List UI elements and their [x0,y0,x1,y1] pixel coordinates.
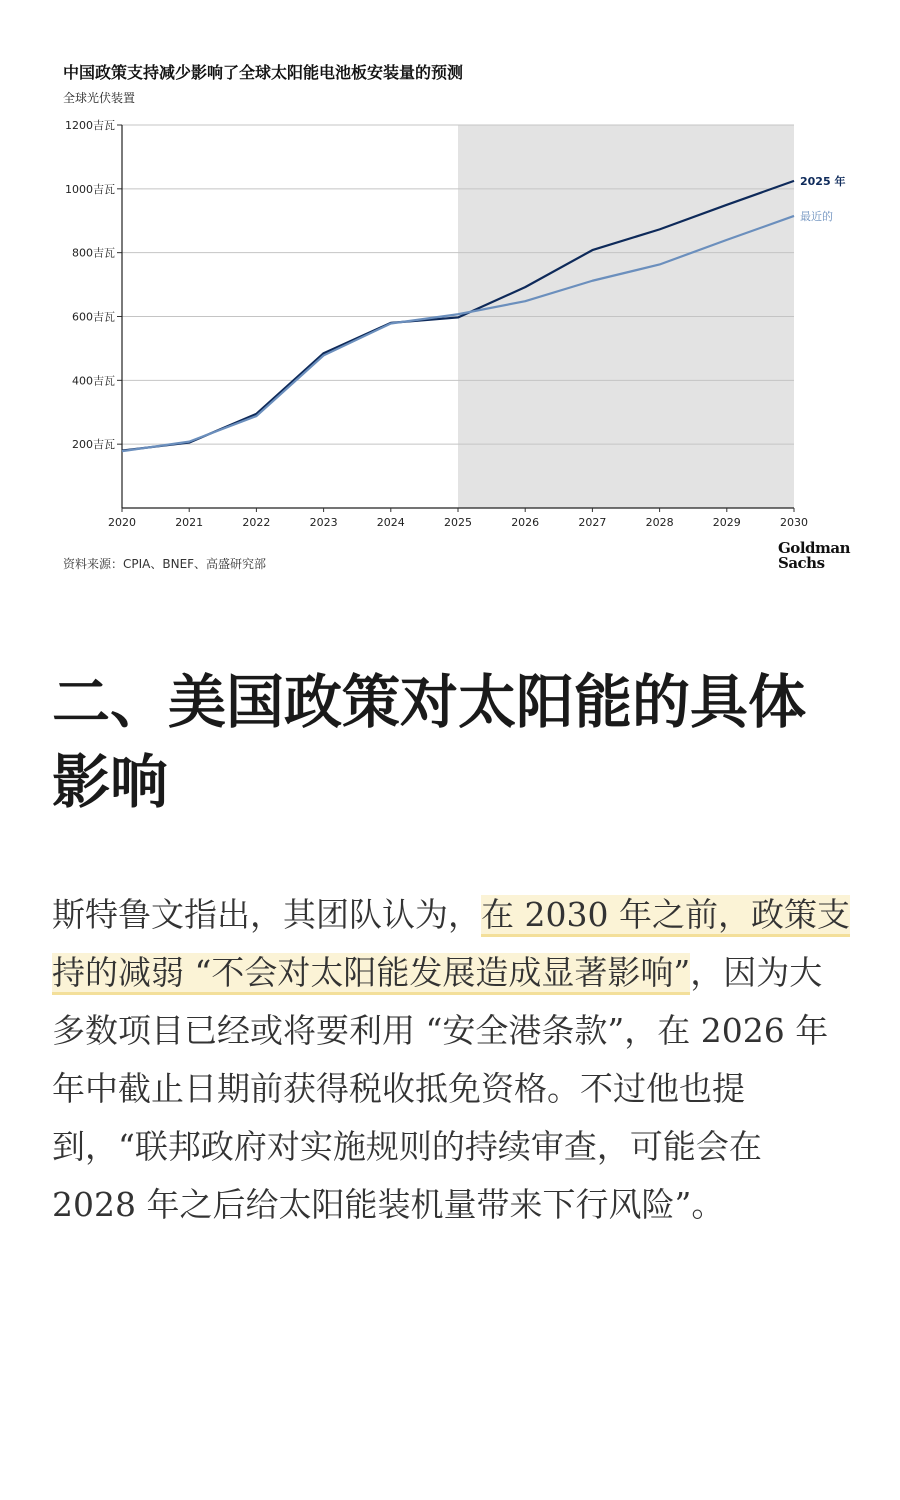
x-tick-label: 2026 [511,516,540,529]
x-tick-label: 2028 [645,516,674,529]
y-tick-label: 1200吉瓦 [65,119,115,132]
para-start: 斯特鲁文指出，其团队认为， [52,895,481,934]
chart-source: 资料来源：CPIA、BNEF、高盛研究部 [63,557,267,571]
x-tick-label: 2030 [780,516,808,529]
x-tick-label: 2023 [309,516,338,529]
y-tick-label: 800吉瓦 [72,246,115,260]
logo-line-1: Goldman [778,539,850,557]
y-tick-label: 400吉瓦 [72,374,115,388]
section-heading: 二、美国政策对太阳能的具体影响 [52,668,807,816]
y-tick-label: 200吉瓦 [72,438,115,452]
x-tick-label: 2029 [712,516,741,529]
highlighted-quote: 在 2030 年之前，政策支持的减弱 “不会对太阳能发展造成显著影响” [52,895,850,995]
x-tick-label: 2024 [376,516,405,529]
logo-line-2: Sachs [778,554,825,572]
x-tick-label: 2025 [444,516,472,529]
series-label-2: 最近的 [800,209,833,223]
y-tick-label: 600吉瓦 [72,310,115,324]
x-tick-label: 2027 [578,516,607,529]
x-tick-label: 2021 [175,516,204,529]
chart-subtitle: 全球光伏装置 [63,91,136,105]
chart [0,0,900,600]
chart-title: 中国政策支持减少影响了全球太阳能电池板安装量的预测 [63,63,464,82]
x-tick-label: 2020 [108,516,136,529]
body-paragraph [52,886,852,1234]
x-tick-label: 2022 [242,516,271,529]
goldman-sachs-logo [778,541,850,571]
y-tick-label: 1000吉瓦 [65,182,115,196]
para-end: ，因为大多数项目已经或将要利用 “安全港条款”，在 2026 年年中截止日期前获得税收抵免资格。不过他也提到，“联邦政府对实施规则的持续审查，可能会在 2028 年之后给太阳能装机量带来下行风险”。 [52,953,829,1224]
series-label-1: 2025 年 [800,174,846,188]
